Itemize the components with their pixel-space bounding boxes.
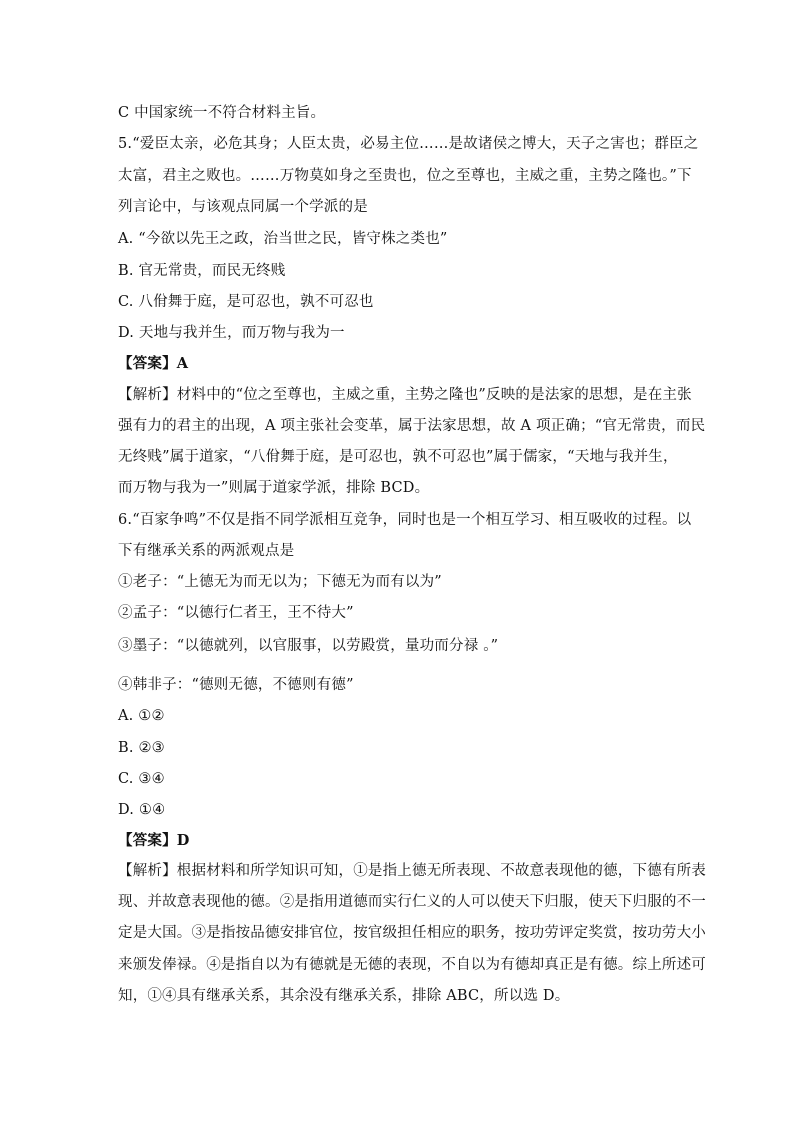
analysis-line: 【解析】材料中的“位之至尊也，主威之重，主势之隆也”反映的是法家的思想，是在主张 (118, 387, 692, 403)
text-line: 现、并故意表现他的德。②是指用道德而实行仁义的人可以使天下归服，使天下归服的不一 (118, 894, 706, 910)
answer-label: 【答案】A (118, 355, 189, 372)
analysis-line: 【解析】根据材料和所学知识可知，①是指上德无所表现、不故意表现他的德，下德有所表 (118, 863, 706, 879)
option-a: A. ①② (118, 708, 165, 724)
question-5-line: 5.“爱臣太亲，必危其身；人臣太贵，必易主位……是故诸侯之博大，天子之害也；群臣之 (118, 136, 699, 152)
text-line: 定是大国。③是指按品德安排官位，按官级担任相应的职务，按功劳评定奖赏，按功劳大小 (118, 925, 706, 941)
answer-label: 【答案】D (118, 832, 190, 849)
option-c: C. ③④ (118, 771, 165, 787)
text-line: 无终贱”属于道家，“八佾舞于庭，是可忍也，孰不可忍也”属于儒家，“天地与我并生， (118, 449, 678, 465)
text-line: 列言论中，与该观点同属一个学派的是 (118, 199, 368, 215)
text-line: 而万物与我为一”则属于道家学派，排除 BCD。 (118, 480, 430, 496)
statement-4: ④韩非子：“德则无德，不德则有德” (118, 677, 354, 693)
text-line: 下有继承关系的两派观点是 (118, 543, 295, 559)
text-line: C 中国家统一不符合材料主旨。 (118, 105, 326, 121)
question-6-line: 6.“百家争鸣”不仅是指不同学派相互竞争，同时也是一个相互学习、相互吸收的过程。以 (118, 512, 692, 528)
option-a: A. “今欲以先王之政，治当世之民，皆守株之类也” (118, 231, 448, 247)
option-b: B. ②③ (118, 740, 165, 756)
text-line: 知，①④具有继承关系，其余没有继承关系，排除 ABC，所以选 D。 (118, 988, 570, 1004)
option-c: C. 八佾舞于庭，是可忍也，孰不可忍也 (118, 294, 374, 310)
text-line: 太富，君主之败也。……万物莫如身之至贵也，位之至尊也，主威之重，主势之隆也。”下 (118, 168, 692, 184)
statement-2: ②孟子：“以德行仁者王，王不待大” (118, 605, 354, 621)
text-line: 强有力的君主的出现，A 项主张社会变革，属于法家思想，故 A 项正确；“官无常贵，而民 (118, 418, 706, 434)
option-d: D. 天地与我并生，而万物与我为一 (118, 325, 345, 341)
option-b: B. 官无常贵，而民无终贱 (118, 263, 286, 279)
statement-3: ③墨子：“以德就列，以官服事，以劳殿赏，量功而分禄 。” (118, 638, 499, 654)
text-line: 来颁发俸禄。④是指自以为有德就是无德的表现，不自以为有德却真正是有德。综上所述可 (118, 957, 706, 973)
statement-1: ①老子：“上德无为而无以为；下德无为而有以为” (118, 574, 442, 590)
option-d: D. ①④ (118, 802, 166, 818)
